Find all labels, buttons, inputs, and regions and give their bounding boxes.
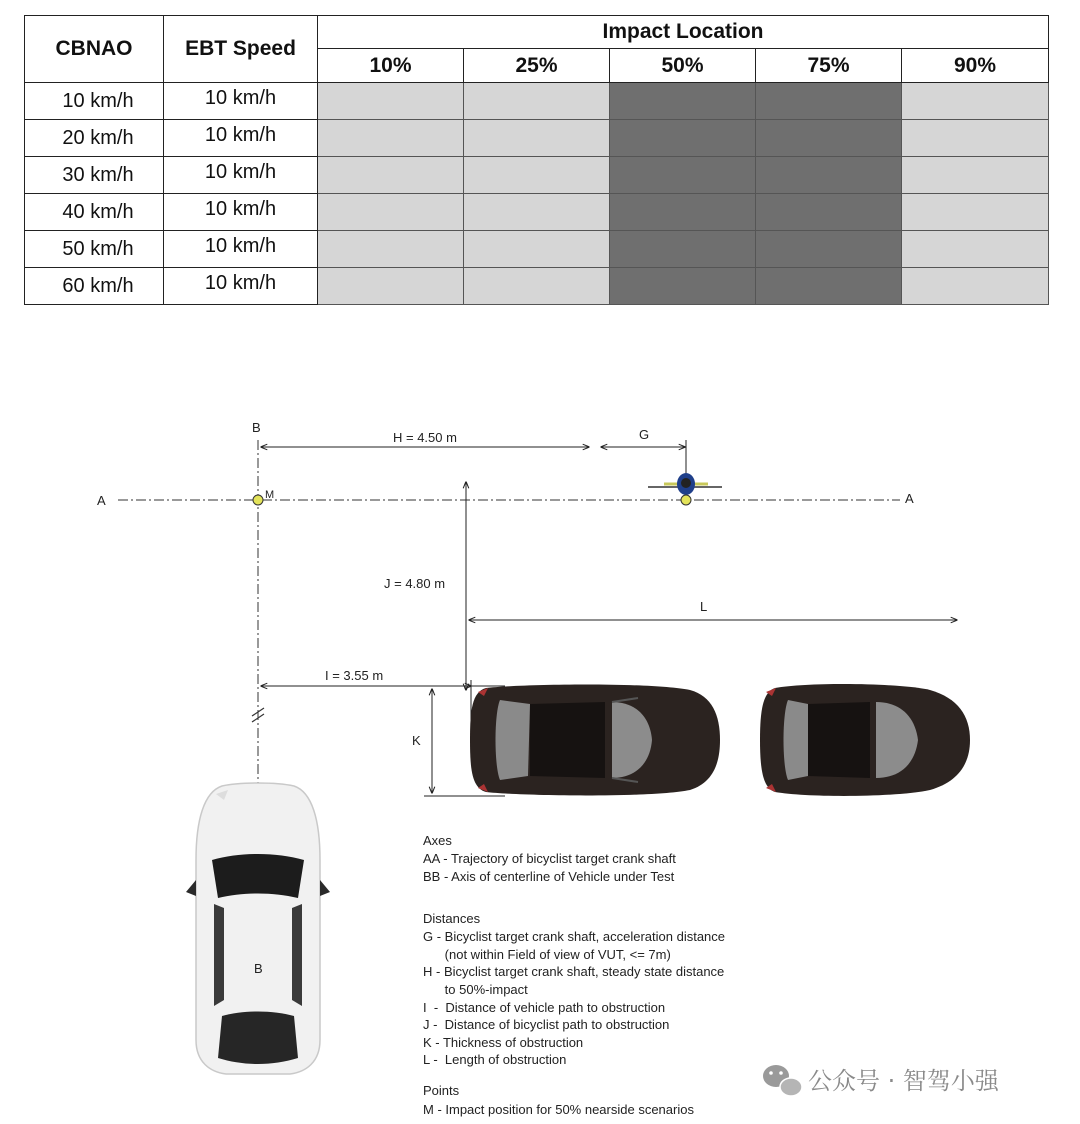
- impact-cell-25-light: [464, 157, 610, 194]
- cbnao-speed-cell: 40 km/h: [25, 194, 164, 231]
- table-row: [25, 194, 1049, 231]
- table-row: [25, 157, 1049, 194]
- impact-cell-50-dark: [610, 83, 756, 120]
- impact-cell-25-light: [464, 231, 610, 268]
- legend-distance-item: (not within Field of view of VUT, <= 7m): [423, 947, 671, 962]
- vehicle-under-test: [186, 783, 330, 1074]
- table-row: [25, 268, 1049, 305]
- watermark-text: 公众号 · 智驾小强: [808, 1067, 999, 1095]
- impact-cell-75-dark: [756, 194, 902, 231]
- header-impact-10: 10%: [318, 49, 464, 83]
- header-impact-location: Impact Location: [318, 16, 1049, 49]
- impact-cell-75-dark: [756, 268, 902, 305]
- legend-distance-item: J - Distance of bicyclist path to obstruction: [423, 1017, 670, 1032]
- impact-cell-90-light: [902, 268, 1049, 305]
- wechat-icon: [763, 1065, 802, 1096]
- legend-distance-item: L - Length of obstruction: [423, 1052, 567, 1067]
- legend-distances-title: Distances: [423, 911, 481, 926]
- impact-cell-90-light: [902, 194, 1049, 231]
- legend-axes-title: Axes: [423, 833, 452, 848]
- watermark: [763, 1065, 1000, 1096]
- legend-axes-item: AA - Trajectory of bicyclist target crank shaft: [423, 851, 676, 866]
- header-impact-50: 50%: [610, 49, 756, 83]
- cbnao-speed-cell: 20 km/h: [25, 120, 164, 157]
- dim-j-label: J = 4.80 m: [384, 576, 446, 591]
- impact-cell-75-dark: [756, 83, 902, 120]
- ebt-speed-cell: 10 km/h: [164, 83, 318, 120]
- header-impact-25: 25%: [464, 49, 610, 83]
- cbnao-speed-cell: 60 km/h: [25, 268, 164, 305]
- ebt-speed-cell: 10 km/h: [164, 231, 318, 268]
- obstruction-car-1: [470, 685, 720, 796]
- axis-b-bottom-label: B: [254, 961, 263, 976]
- impact-cell-90-light: [902, 157, 1049, 194]
- test-matrix-table: [24, 15, 1049, 305]
- ebt-speed-cell: 10 km/h: [164, 120, 318, 157]
- header-impact-75: 75%: [756, 49, 902, 83]
- impact-cell-25-light: [464, 268, 610, 305]
- impact-cell-75-dark: [756, 231, 902, 268]
- impact-cell-10-light: [318, 157, 464, 194]
- dim-g-label: G: [639, 427, 650, 442]
- legend-point-item: M - Impact position for 50% nearside scenarios: [423, 1102, 694, 1117]
- ebt-speed-cell: 10 km/h: [164, 268, 318, 305]
- impact-cell-25-light: [464, 120, 610, 157]
- legend-axes-item: BB - Axis of centerline of Vehicle under Test: [423, 869, 675, 884]
- legend-distance-item: I - Distance of vehicle path to obstruction: [423, 1000, 666, 1015]
- legend: [423, 833, 725, 1117]
- axis-a-left-label: A: [97, 493, 106, 508]
- impact-cell-10-light: [318, 83, 464, 120]
- legend-distance-item: G - Bicyclist target crank shaft, acceleration distance: [423, 929, 726, 944]
- impact-cell-90-light: [902, 231, 1049, 268]
- legend-distance-item: K - Thickness of obstruction: [423, 1035, 584, 1050]
- impact-cell-10-light: [318, 194, 464, 231]
- impact-cell-10-light: [318, 231, 464, 268]
- impact-cell-50-dark: [610, 157, 756, 194]
- impact-cell-25-light: [464, 194, 610, 231]
- impact-cell-10-light: [318, 268, 464, 305]
- table-row: [25, 120, 1049, 157]
- table-row: [25, 83, 1049, 120]
- legend-distance-item: to 50%-impact: [423, 982, 528, 997]
- axis-b-top-label: B: [252, 420, 261, 435]
- point-m-marker: [253, 495, 263, 505]
- header-impact-90: 90%: [902, 49, 1049, 83]
- table-body: [25, 83, 1049, 305]
- impact-cell-50-dark: [610, 231, 756, 268]
- impact-cell-90-light: [902, 120, 1049, 157]
- table-row: [25, 231, 1049, 268]
- dim-k-label: K: [412, 733, 421, 748]
- impact-cell-75-dark: [756, 157, 902, 194]
- dim-l-label: L: [700, 599, 708, 614]
- ebt-speed-cell: 10 km/h: [164, 194, 318, 231]
- obstruction-car-2: [760, 684, 970, 796]
- scenario-diagram: [0, 300, 1080, 1124]
- legend-points-title: Points: [423, 1083, 460, 1098]
- impact-cell-50-dark: [610, 268, 756, 305]
- impact-cell-50-dark: [610, 120, 756, 157]
- ebt-speed-cell: 10 km/h: [164, 157, 318, 194]
- header-cbnao: CBNAO: [25, 16, 164, 83]
- impact-cell-50-dark: [610, 194, 756, 231]
- dim-h-label: H = 4.50 m: [393, 430, 457, 445]
- cbnao-speed-cell: 10 km/h: [25, 83, 164, 120]
- impact-cell-25-light: [464, 83, 610, 120]
- impact-cell-75-dark: [756, 120, 902, 157]
- point-m-label: M: [265, 489, 275, 501]
- cbnao-speed-cell: 50 km/h: [25, 231, 164, 268]
- legend-distance-item: H - Bicyclist target crank shaft, steady state distance: [423, 964, 725, 979]
- axis-a-right-label: A: [905, 491, 914, 506]
- dim-i-label: I = 3.55 m: [325, 668, 384, 683]
- cbnao-speed-cell: 30 km/h: [25, 157, 164, 194]
- impact-cell-10-light: [318, 120, 464, 157]
- header-ebt-speed: EBT Speed: [164, 16, 318, 83]
- impact-cell-90-light: [902, 83, 1049, 120]
